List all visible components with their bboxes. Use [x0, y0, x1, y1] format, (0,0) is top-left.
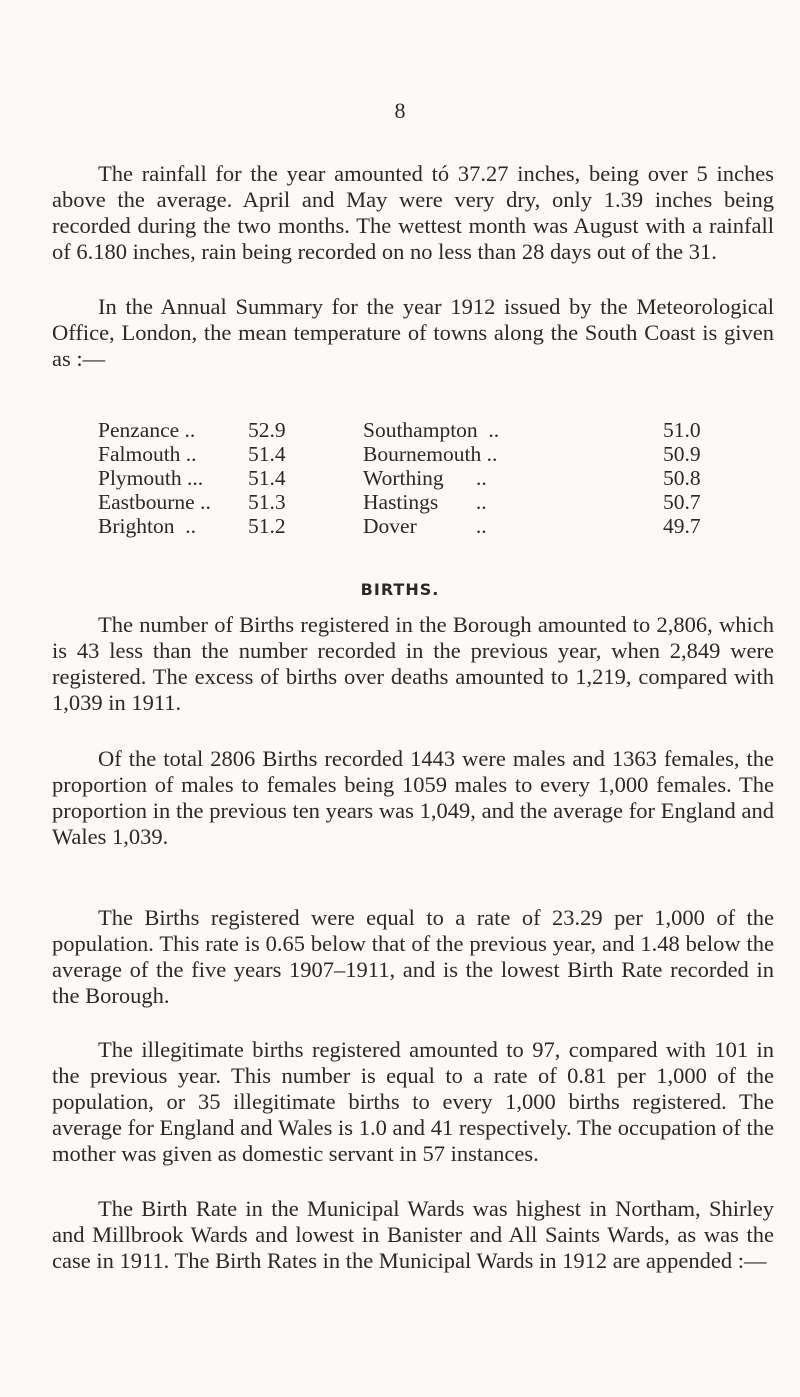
summary-intro-paragraph: In the Annual Summary for the year 1912 issued by the Meteorological Office, London, the mean temperature of towns along the South Coast is given as :— [52, 294, 774, 371]
births-section-heading: BIRTHS. [360, 580, 440, 599]
sex-ratio-paragraph: Of the total 2806 Births recorded 1443 were males and 1363 females, the proportion of males to females being 1059 males to every 1,000 females. The proportion in the previous ten years was 1,049, and the average for England and Wales 1,039. [52, 746, 774, 849]
temperature-row [98, 442, 738, 466]
mean-temperature: 51.4 [248, 442, 286, 466]
mean-temperature: 51.2 [248, 514, 286, 538]
town-name: Penzance .. [98, 418, 196, 442]
temperature-row [98, 418, 738, 442]
rainfall-paragraph: The rainfall for the year amounted tó 37.27 inches, being over 5 inches above the average. April and May were very dry, only 1.39 inches being recorded during the two months. The wettest month was August with a rainfall of 6.180 inches, rain being recorded on no less than 28 days out of the 31. [52, 161, 774, 264]
town-name: Worthing .. [363, 466, 487, 490]
page-number: 8 [394, 98, 406, 123]
birth-rate-paragraph: The Births registered were equal to a rate of 23.29 per 1,000 of the population. This rate is 0.65 below that of the previous year, and 1.48 below the average of the five years 1907–1911, and is the lowest Birth Rate recorded in the Borough. [52, 905, 774, 1008]
mean-temperature: 50.8 [663, 466, 701, 490]
town-name: Hastings .. [363, 490, 487, 514]
mean-temperature: 51.0 [663, 418, 701, 442]
temperature-row [98, 514, 738, 538]
births-number-paragraph: The number of Births registered in the Borough amounted to 2,806, which is 43 less than the number recorded in the previous year, when 2,849 were registered. The excess of births over deaths amounted to 1,219, compared with 1,039 in 1911. [52, 612, 774, 715]
town-name: Bournemouth .. [363, 442, 498, 466]
town-name: Falmouth .. [98, 442, 197, 466]
mean-temperature: 50.7 [663, 490, 701, 514]
illegitimate-births-paragraph: The illegitimate births registered amounted to 97, compared with 101 in the previous year. This number is equal to a rate of 0.81 per 1,000 of the population, or 35 illegitimate births to every 1,000 births registered. The average for England and Wales is 1.0 and 41 respectively. The occupation of the mother was given as domestic servant in 57 instances. [52, 1037, 774, 1166]
town-name: Dover .. [363, 514, 487, 538]
temperature-table [98, 418, 738, 538]
town-name: Plymouth ... [98, 466, 204, 490]
mean-temperature: 50.9 [663, 442, 701, 466]
mean-temperature: 51.3 [248, 490, 286, 514]
temperature-row [98, 466, 738, 490]
mean-temperature: 52.9 [248, 418, 286, 442]
mean-temperature: 49.7 [663, 514, 701, 538]
ward-birth-rates-paragraph: The Birth Rate in the Municipal Wards was highest in Northam, Shirley and Millbrook Wards and lowest in Banister and All Saints Wards, as was the case in 1911. The Birth Rates in the Municipal Wards in 1912 are appended :— [52, 1196, 774, 1273]
town-name: Eastbourne .. [98, 490, 211, 514]
town-name: Southampton .. [363, 418, 500, 442]
temperature-row [98, 490, 738, 514]
town-name: Brighton .. [98, 514, 196, 538]
mean-temperature: 51.4 [248, 466, 286, 490]
